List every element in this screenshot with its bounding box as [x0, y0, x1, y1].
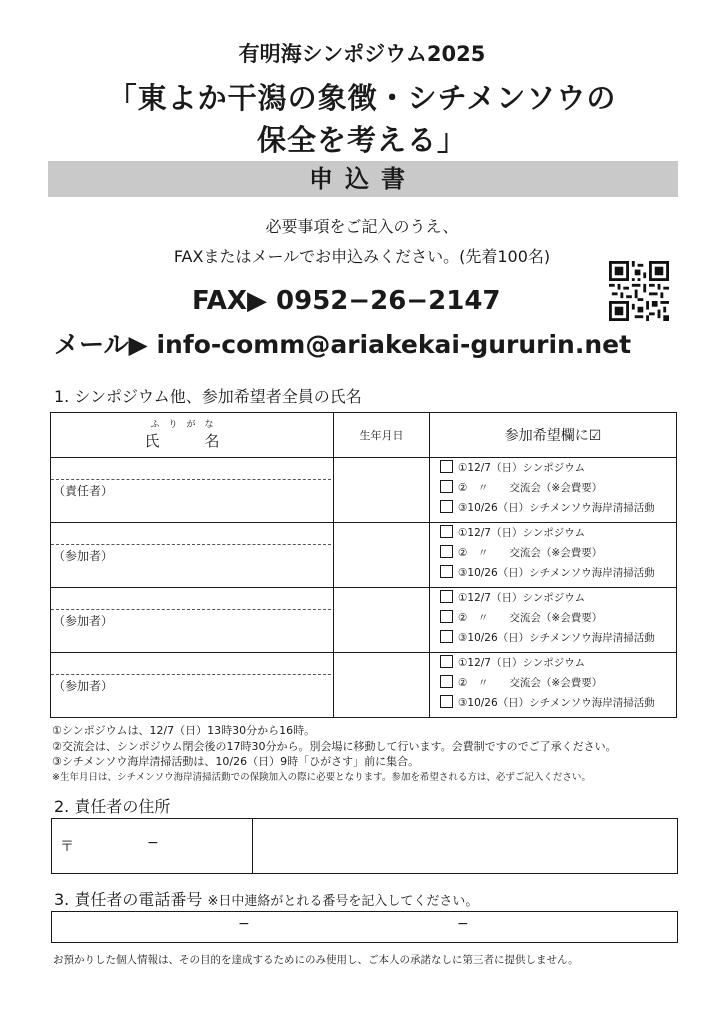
option-cleanup: ③10/26（日）シチメンソウ海岸清掃活動 [440, 693, 676, 713]
name-header [51, 413, 334, 458]
option-exchange: ② 〃 交流会（※会費要） [440, 673, 676, 693]
section2-heading: 2. 責任者の住所 [54, 797, 171, 816]
fax-line [192, 286, 501, 316]
mail-line [54, 325, 631, 361]
birth-cell[interactable] [334, 588, 430, 653]
phone-field[interactable] [51, 911, 678, 943]
name-cell[interactable] [51, 458, 334, 523]
postal-mark: 〒 [60, 839, 74, 855]
option-symposium: ①12/7（日）シンポジウム [440, 458, 676, 478]
note-birthdate: ※生年月日は、シチメンソウ海岸清掃活動での保険加入の際に必要となります。参加を希望される方は、必ずご記入ください。 [52, 771, 591, 783]
option-exchange: ② 〃 交流会（※会費要） [440, 478, 676, 498]
check-cell [430, 588, 677, 653]
section3-heading: 3. 責任者の電話番号 [54, 890, 203, 909]
role-label: （参加者） [53, 549, 114, 563]
check-cell [430, 458, 677, 523]
name-label: 氏 名 [144, 432, 220, 450]
checkbox[interactable] [440, 525, 453, 538]
checkbox[interactable] [440, 590, 453, 603]
checkbox[interactable] [440, 675, 453, 688]
mail-label: メール▶ [54, 330, 148, 359]
note-exchange: ②交流会は、シンポジウム閉会後の17時30分から。別会場に移動して行います。会費制ですのでご了承ください。 [52, 739, 617, 753]
intro-line2: FAXまたはメールでお申込みください。(先着100名) [173, 247, 551, 266]
table-row [51, 588, 677, 653]
option-exchange: ② 〃 交流会（※会費要） [440, 608, 676, 628]
checkbox[interactable] [440, 630, 453, 643]
phone-dash1: − [238, 916, 250, 932]
birth-cell[interactable] [334, 458, 430, 523]
fax-number: 0952−26−2147 [276, 286, 501, 316]
birth-cell[interactable] [334, 523, 430, 588]
option-exchange: ② 〃 交流会（※会費要） [440, 543, 676, 563]
option-cleanup: ③10/26（日）シチメンソウ海岸清掃活動 [440, 628, 676, 648]
phone-dash2: − [457, 916, 469, 932]
table-header-row [51, 413, 677, 458]
event-subtitle-line2: 保全を考える」 [256, 123, 467, 157]
birth-header: 生年月日 [334, 413, 430, 458]
checkbox[interactable] [440, 500, 453, 513]
intro-line1: 必要事項をご記入のうえ、 [265, 217, 459, 236]
form-title: 申込書 [309, 165, 417, 193]
table-row [51, 653, 677, 718]
check-cell [430, 523, 677, 588]
privacy-footer: お預かりした個人情報は、その目的を達成するためにのみ使用し、ご本人の承諾なしに第三者に提供しません。 [53, 954, 579, 966]
role-label: （参加者） [53, 614, 114, 628]
section1-heading: 1. シンポジウム他、参加希望者全員の氏名 [54, 387, 362, 406]
checkbox[interactable] [440, 655, 453, 668]
participants-table [50, 412, 677, 718]
checkbox[interactable] [440, 460, 453, 473]
table-row [51, 458, 677, 523]
form-title-bar [48, 161, 678, 197]
option-symposium: ①12/7（日）シンポジウム [440, 653, 676, 673]
fax-label: FAX▶ [192, 286, 267, 316]
option-cleanup: ③10/26（日）シチメンソウ海岸清掃活動 [440, 563, 676, 583]
option-symposium: ①12/7（日）シンポジウム [440, 523, 676, 543]
name-cell[interactable] [51, 588, 334, 653]
check-cell [430, 653, 677, 718]
qr-code-icon [609, 261, 669, 321]
name-ruby: ふ り が な [150, 420, 214, 430]
notes [52, 723, 617, 785]
section3-note: ※日中連絡がとれる番号を記入してください。 [207, 894, 479, 909]
event-title: 有明海シンポジウム2025 [238, 42, 486, 66]
address-field[interactable] [254, 819, 677, 873]
checkbox[interactable] [440, 695, 453, 708]
check-header: 参加希望欄に☑ [430, 413, 677, 458]
note-cleanup: ③シチメンソウ海岸清掃活動は、10/26（日）9時「ひがさす」前に集合。 [52, 755, 420, 768]
role-label: （責任者） [53, 484, 114, 498]
section3-heading-line [54, 887, 478, 910]
name-cell[interactable] [51, 653, 334, 718]
name-cell[interactable] [51, 523, 334, 588]
postal-dash: − [147, 835, 159, 851]
note-symposium: ①シンポジウムは、12/7（日）13時30分から16時。 [52, 724, 316, 737]
checkbox[interactable] [440, 610, 453, 623]
checkbox[interactable] [440, 565, 453, 578]
checkbox[interactable] [440, 480, 453, 493]
birth-cell[interactable] [334, 653, 430, 718]
option-symposium: ①12/7（日）シンポジウム [440, 588, 676, 608]
checkbox[interactable] [440, 545, 453, 558]
address-box [51, 818, 678, 874]
postal-code-field[interactable] [52, 819, 253, 873]
role-label: （参加者） [53, 679, 114, 693]
mail-address[interactable]: info-comm@ariakekai-gururin.net [156, 330, 632, 359]
event-subtitle-line1: 「東よか干潟の象徴・シチメンソウの [107, 81, 617, 115]
table-row [51, 523, 677, 588]
option-cleanup: ③10/26（日）シチメンソウ海岸清掃活動 [440, 498, 676, 518]
